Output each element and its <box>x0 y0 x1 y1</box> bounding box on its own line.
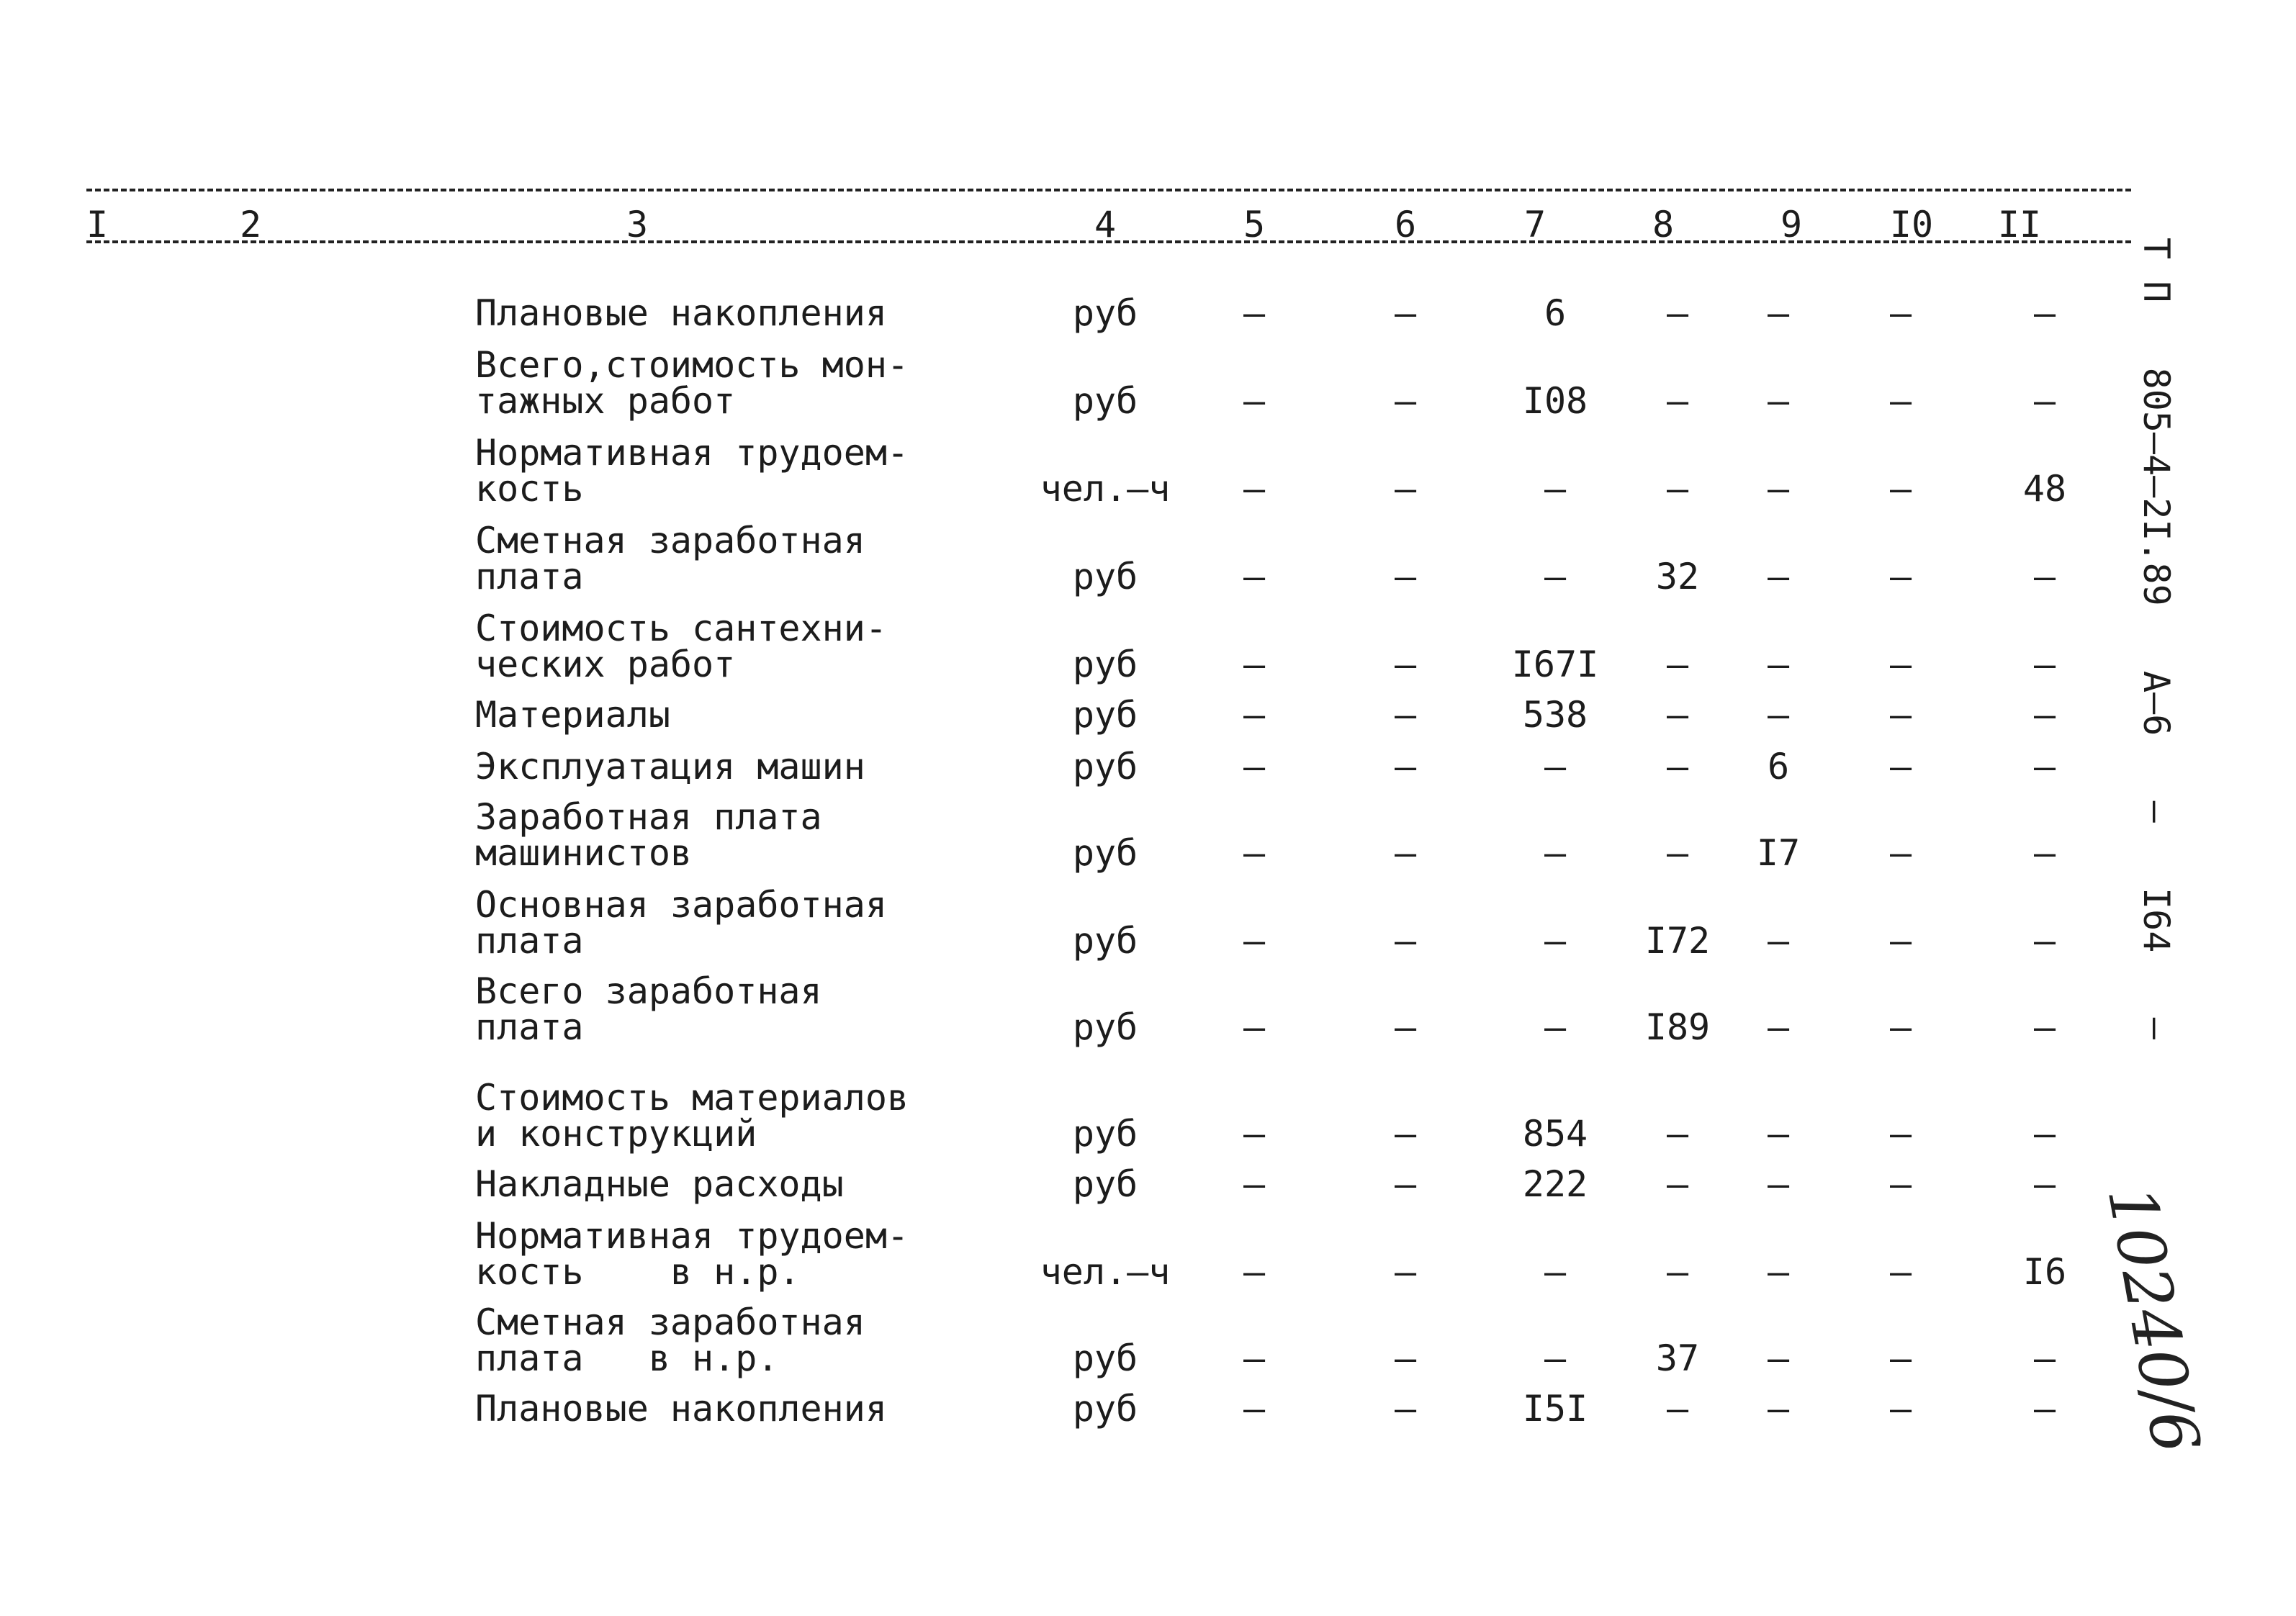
row-unit: руб <box>1072 832 1138 874</box>
row-value-c5: – <box>1243 1337 1266 1379</box>
row-value-c8: I89 <box>1644 1006 1711 1048</box>
row-value-c9: – <box>1767 380 1790 422</box>
row-value-c5: – <box>1243 1113 1266 1155</box>
row-unit: руб <box>1072 380 1138 422</box>
col-header-1: I <box>86 204 109 245</box>
row-name <box>475 292 887 334</box>
row-value-c9: – <box>1767 556 1790 597</box>
row-value-c11: – <box>2033 380 2056 422</box>
row-value-c8: I72 <box>1644 920 1711 962</box>
row-name-line: плата <box>475 920 584 962</box>
row-value-c10: – <box>1889 1006 1912 1048</box>
row-value-c11: 48 <box>2022 468 2067 510</box>
row-name-line: Плановые накопления <box>475 292 887 334</box>
row-value-c6: – <box>1394 380 1417 422</box>
row-name <box>475 1388 887 1430</box>
row-value-c10: – <box>1889 292 1912 334</box>
row-value-c6: – <box>1394 644 1417 685</box>
row-value-c11: – <box>2033 920 2056 962</box>
row-name-line: Накладные расходы <box>475 1163 844 1205</box>
row-name-line: плата в н.р. <box>475 1337 779 1379</box>
row-value-c7: 222 <box>1522 1163 1588 1205</box>
row-value-c8: – <box>1666 644 1689 685</box>
row-value-c9: – <box>1767 468 1790 510</box>
row-value-c9: – <box>1767 1251 1790 1293</box>
row-value-c7: – <box>1544 556 1567 597</box>
row-value-c9: – <box>1767 644 1790 685</box>
row-value-c6: – <box>1394 746 1417 787</box>
row-unit: руб <box>1072 1163 1138 1205</box>
row-name-line: Сметная заработная <box>475 1301 865 1343</box>
row-name-line: Сметная заработная <box>475 520 865 561</box>
row-value-c11: I6 <box>2022 1251 2067 1293</box>
row-unit: руб <box>1072 1113 1138 1155</box>
row-value-c5: – <box>1243 1251 1266 1293</box>
row-value-c10: – <box>1889 644 1912 685</box>
row-value-c10: – <box>1889 380 1912 422</box>
handwritten-number-stamp: 10240/6 <box>2092 1181 2214 1459</box>
row-unit: руб <box>1072 694 1138 736</box>
row-value-c7: I5I <box>1522 1388 1588 1430</box>
row-value-c6: – <box>1394 920 1417 962</box>
row-name-line: и конструкций <box>475 1113 757 1155</box>
row-unit: руб <box>1072 1337 1138 1379</box>
row-value-c8: – <box>1666 292 1689 334</box>
top-dashed-rule <box>86 189 2131 191</box>
row-unit: руб <box>1072 644 1138 685</box>
row-value-c11: – <box>2033 1337 2056 1379</box>
row-unit: руб <box>1072 292 1138 334</box>
col-header-3: 3 <box>626 204 649 245</box>
row-name <box>475 884 887 962</box>
row-unit: руб <box>1072 1388 1138 1430</box>
row-value-c6: – <box>1394 694 1417 736</box>
row-value-c5: – <box>1243 1163 1266 1205</box>
row-value-c6: – <box>1394 556 1417 597</box>
row-name-line: кость <box>475 468 584 510</box>
row-name <box>475 344 909 422</box>
row-value-c7: – <box>1544 1006 1567 1048</box>
row-value-c9: – <box>1767 1163 1790 1205</box>
row-value-c9: – <box>1767 1113 1790 1155</box>
row-value-c5: – <box>1243 832 1266 874</box>
row-value-c11: – <box>2033 832 2056 874</box>
row-name <box>475 694 670 736</box>
row-name-line: Плановые накопления <box>475 1388 887 1430</box>
row-value-c10: – <box>1889 746 1912 787</box>
row-value-c6: – <box>1394 1337 1417 1379</box>
col-header-8: 8 <box>1652 204 1675 245</box>
row-value-c8: 32 <box>1655 556 1700 597</box>
row-name-line: Стоимость материалов <box>475 1077 909 1119</box>
row-value-c5: – <box>1243 644 1266 685</box>
row-name <box>475 1163 844 1205</box>
row-value-c7: I08 <box>1522 380 1588 422</box>
row-value-c7: 854 <box>1522 1113 1588 1155</box>
row-unit: руб <box>1072 746 1138 787</box>
col-header-6: 6 <box>1394 204 1417 245</box>
document-code-label: Т П 805–4–2I.89 А–6 – I64 – <box>2135 238 2177 1039</box>
row-value-c8: – <box>1666 380 1689 422</box>
row-name-line: Нормативная трудоем- <box>475 432 909 474</box>
row-value-c9: – <box>1767 694 1790 736</box>
row-value-c11: – <box>2033 1163 2056 1205</box>
col-header-7: 7 <box>1523 204 1547 245</box>
row-value-c6: – <box>1394 1113 1417 1155</box>
row-value-c8: – <box>1666 1163 1689 1205</box>
row-value-c8: – <box>1666 694 1689 736</box>
row-name <box>475 1301 865 1379</box>
row-value-c10: – <box>1889 832 1912 874</box>
row-value-c7: – <box>1544 746 1567 787</box>
row-value-c5: – <box>1243 380 1266 422</box>
row-value-c8: – <box>1666 1113 1689 1155</box>
row-value-c7: – <box>1544 1337 1567 1379</box>
col-header-5: 5 <box>1243 204 1266 245</box>
row-value-c10: – <box>1889 556 1912 597</box>
row-value-c6: – <box>1394 1163 1417 1205</box>
row-value-c9: – <box>1767 1006 1790 1048</box>
row-name <box>475 970 822 1048</box>
row-name <box>475 1215 909 1293</box>
row-value-c10: – <box>1889 1337 1912 1379</box>
row-unit: руб <box>1072 920 1138 962</box>
row-value-c10: – <box>1889 1163 1912 1205</box>
row-value-c9: 6 <box>1767 746 1790 787</box>
row-value-c11: – <box>2033 292 2056 334</box>
row-name-line: тажных работ <box>475 380 736 422</box>
row-value-c7: 6 <box>1544 292 1567 334</box>
row-value-c11: – <box>2033 694 2056 736</box>
row-name-line: Всего,стоимость мон- <box>475 344 909 386</box>
row-value-c11: – <box>2033 1388 2056 1430</box>
col-header-2: 2 <box>239 204 262 245</box>
row-value-c8: – <box>1666 1251 1689 1293</box>
col-header-9: 9 <box>1780 204 1803 245</box>
row-name-line: Материалы <box>475 694 670 736</box>
row-value-c5: – <box>1243 1006 1266 1048</box>
row-name-line: Основная заработная <box>475 884 887 926</box>
row-value-c9: – <box>1767 1388 1790 1430</box>
row-value-c8: 37 <box>1655 1337 1700 1379</box>
row-value-c5: – <box>1243 920 1266 962</box>
row-value-c8: – <box>1666 832 1689 874</box>
row-value-c5: – <box>1243 694 1266 736</box>
col-header-11: II <box>1997 204 2042 245</box>
row-value-c10: – <box>1889 1251 1912 1293</box>
row-unit: чел.–ч <box>1040 468 1171 510</box>
row-value-c6: – <box>1394 832 1417 874</box>
row-unit: руб <box>1072 1006 1138 1048</box>
row-name <box>475 608 887 685</box>
row-value-c10: – <box>1889 468 1912 510</box>
row-value-c10: – <box>1889 1388 1912 1430</box>
row-value-c7: – <box>1544 832 1567 874</box>
row-name <box>475 432 909 510</box>
row-value-c11: – <box>2033 1006 2056 1048</box>
row-value-c8: – <box>1666 1388 1689 1430</box>
row-name-line: ческих работ <box>475 644 736 685</box>
row-name-line: Нормативная трудоем- <box>475 1215 909 1257</box>
row-value-c11: – <box>2033 746 2056 787</box>
row-name <box>475 520 865 597</box>
row-name-line: машинистов <box>475 832 693 874</box>
row-value-c6: – <box>1394 1006 1417 1048</box>
row-value-c6: – <box>1394 468 1417 510</box>
row-value-c11: – <box>2033 556 2056 597</box>
row-value-c6: – <box>1394 292 1417 334</box>
row-value-c5: – <box>1243 556 1266 597</box>
row-value-c11: – <box>2033 644 2056 685</box>
row-value-c6: – <box>1394 1251 1417 1293</box>
row-value-c5: – <box>1243 746 1266 787</box>
row-value-c5: – <box>1243 1388 1266 1430</box>
row-value-c5: – <box>1243 468 1266 510</box>
row-name-line: кость в н.р. <box>475 1251 801 1293</box>
row-name-line: плата <box>475 1006 584 1048</box>
row-name-line: Стоимость сантехни- <box>475 608 887 649</box>
row-value-c8: – <box>1666 746 1689 787</box>
row-value-c7: – <box>1544 1251 1567 1293</box>
row-value-c10: – <box>1889 1113 1912 1155</box>
row-unit: чел.–ч <box>1040 1251 1171 1293</box>
row-value-c6: – <box>1394 1388 1417 1430</box>
row-value-c8: – <box>1666 468 1689 510</box>
row-value-c9: – <box>1767 292 1790 334</box>
row-value-c9: I7 <box>1756 832 1801 874</box>
col-header-4: 4 <box>1094 204 1117 245</box>
row-name-line: Эксплуатация машин <box>475 746 865 787</box>
col-header-10: I0 <box>1889 204 1934 245</box>
row-value-c7: 538 <box>1522 694 1588 736</box>
row-value-c10: – <box>1889 694 1912 736</box>
row-name <box>475 796 822 874</box>
row-value-c10: – <box>1889 920 1912 962</box>
row-value-c7: – <box>1544 468 1567 510</box>
row-name <box>475 746 865 787</box>
row-name-line: Заработная плата <box>475 796 822 838</box>
row-value-c5: – <box>1243 292 1266 334</box>
row-value-c9: – <box>1767 1337 1790 1379</box>
row-value-c7: I67I <box>1511 644 1599 685</box>
row-value-c11: – <box>2033 1113 2056 1155</box>
row-name-line: плата <box>475 556 584 597</box>
row-value-c7: – <box>1544 920 1567 962</box>
row-name <box>475 1077 909 1155</box>
row-name-line: Всего заработная <box>475 970 822 1012</box>
row-value-c9: – <box>1767 920 1790 962</box>
row-unit: руб <box>1072 556 1138 597</box>
